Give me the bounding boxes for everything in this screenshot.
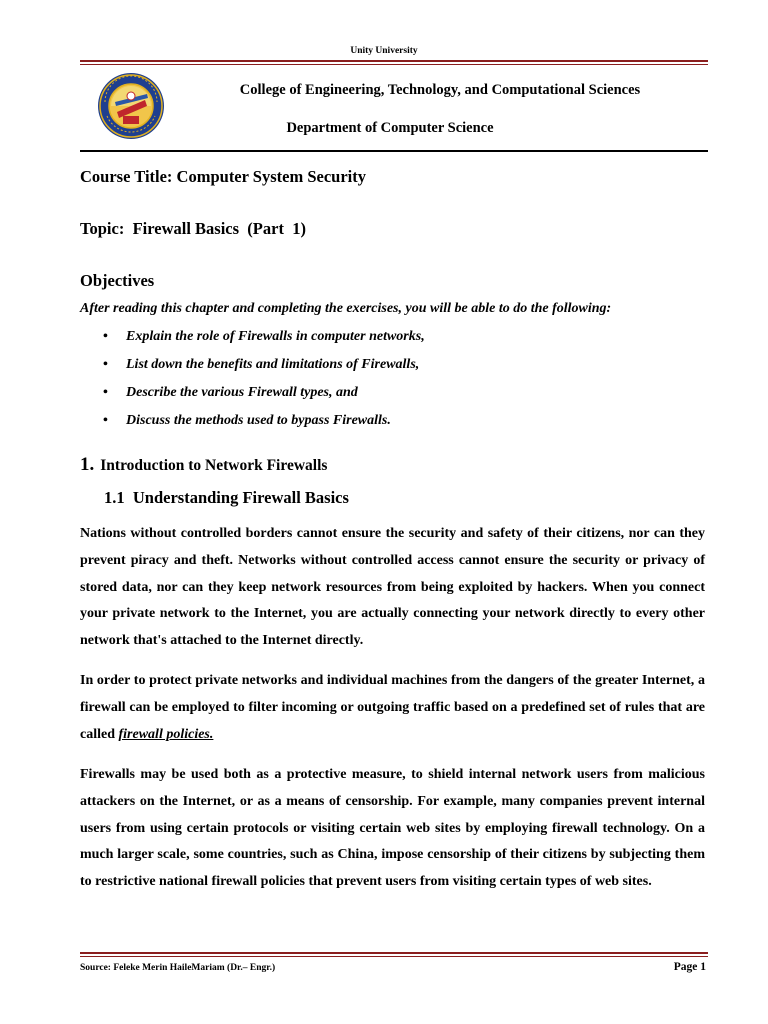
firewall-policies-link[interactable]: firewall policies.	[118, 726, 214, 742]
section-1-title: Introduction to Network Firewalls	[100, 457, 328, 474]
page-number: Page 1	[673, 961, 706, 973]
footer-source: Source: Feleke Merin HaileMariam (Dr.– Engr.)	[80, 963, 276, 973]
objective-item	[80, 410, 425, 438]
objective-item	[80, 354, 425, 382]
paragraph-firewall-policies-text: In order to protect private networks and individual machines from the dangers of the greater Internet, a firewall can be employed to filter incoming or outgoing traffic based on a predefined set of rules that are called	[80, 673, 705, 742]
department-name: Department of Computer Science	[286, 120, 494, 136]
objective-text: List down the benefits and limitations of Firewalls,	[126, 357, 420, 372]
college-name: College of Engineering, Technology, and Computational Sciences	[239, 82, 641, 98]
header-rule-thin	[80, 64, 708, 65]
objectives-intro: After reading this chapter and completing the exercises, you will be able to do the following:	[80, 301, 612, 316]
paragraph-borders: Nations without controlled borders cannot ensure the security and safety of their citizens, nor can they prevent piracy and theft. Networks without controlled access cannot ensure the security or privacy of stored data, nor can they keep network resources from being exploited by hackers. When you connect your private network to the Internet, you are actually connecting your network directly to every other network that's attached to the Internet directly.	[80, 526, 705, 649]
objectives-list	[80, 326, 425, 438]
objective-item	[80, 382, 425, 410]
header-bottom-rule	[80, 150, 708, 152]
header-rule-thick	[80, 60, 708, 62]
university-seal-logo	[97, 72, 165, 140]
objectives-heading: Objectives	[80, 271, 155, 290]
paragraph-firewall-policies	[80, 668, 705, 748]
running-head: Unity University	[350, 46, 418, 56]
section-1-1-heading: 1.1 Understanding Firewall Basics	[104, 488, 349, 507]
seal-graphic	[97, 72, 165, 140]
section-1-number: 1.	[80, 454, 95, 475]
objective-text: Discuss the methods used to bypass Firewalls.	[126, 413, 391, 428]
topic-title: Topic: Firewall Basics (Part 1)	[80, 219, 306, 238]
section-1-heading	[80, 454, 327, 476]
bullet-icon: •	[103, 385, 108, 400]
bullet-icon: •	[103, 413, 108, 428]
paragraph-censorship: Firewalls may be used both as a protective measure, to shield internal network users from malicious attackers on the Internet, or as a means of censorship. For example, many companies prevent internal users from using certain protocols or visiting certain web sites by employing firewall technology. On a much larger scale, some countries, such as China, impose censorship of their citizens by subjecting them to restrictive national firewall policies that prevent users from visiting certain types of web sites.	[80, 767, 705, 890]
objective-text: Explain the role of Firewalls in computer networks,	[126, 329, 425, 344]
bullet-icon: •	[103, 329, 108, 344]
course-title: Course Title: Computer System Security	[80, 167, 366, 186]
footer-rule-thick	[80, 952, 708, 954]
objective-item	[80, 326, 425, 354]
bullet-icon: •	[103, 357, 108, 372]
objective-text: Describe the various Firewall types, and	[126, 385, 358, 400]
footer-rule-thin	[80, 956, 708, 957]
